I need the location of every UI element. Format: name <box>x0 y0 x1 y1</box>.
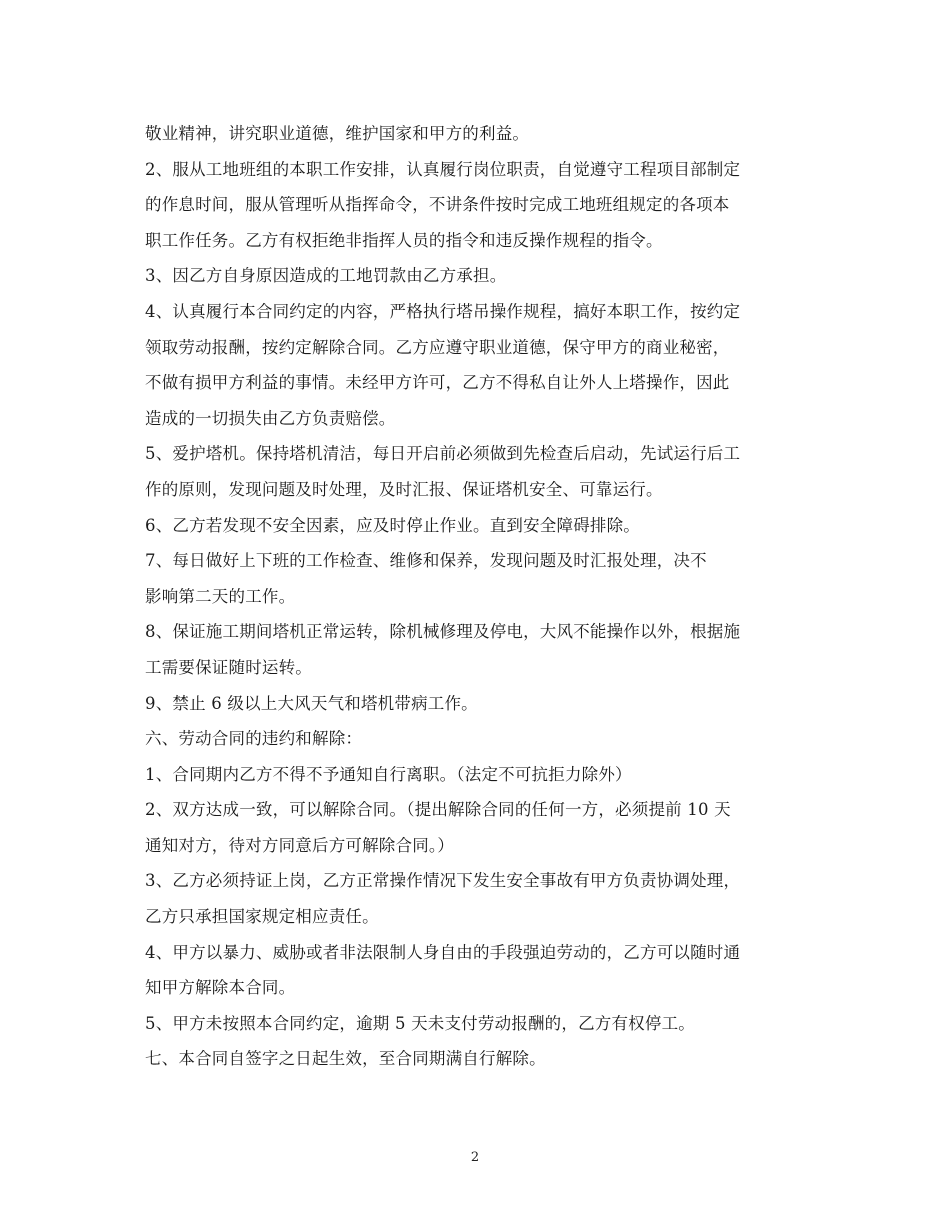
text-line: 领取劳动报酬，按约定解除合同。乙方应遵守职业道德，保守甲方的商业秘密， <box>145 337 730 357</box>
text-line: 乙方只承担国家规定相应责任。 <box>145 907 379 927</box>
text-line: 2、服从工地班组的本职工作安排，认真履行岗位职责，自觉遵守工程项目部制定 <box>145 159 741 179</box>
text-line: 工需要保证随时运转。 <box>145 657 312 677</box>
document-body <box>145 116 815 1077</box>
paragraph <box>145 935 815 1006</box>
paragraph <box>145 792 815 863</box>
text-line: 5、爱护塔机。保持塔机清洁，每日开启前必须做到先检查后启动，先试运行后工 <box>145 444 741 464</box>
text-line: 6、乙方若发现不安全因素，应及时停止作业。直到安全障碍排除。 <box>145 515 640 535</box>
paragraph <box>145 508 815 544</box>
text-line: 知甲方解除本合同。 <box>145 978 296 998</box>
text-line: 5、甲方未按照本合同约定，逾期 5 天未支付劳动报酬的，乙方有权停工。 <box>145 1013 695 1033</box>
paragraph <box>145 436 815 507</box>
text-line: 造成的一切损失由乙方负责赔偿。 <box>145 408 396 428</box>
text-line: 8、保证施工期间塔机正常运转，除机械修理及停电，大风不能操作以外，根据施 <box>145 622 741 642</box>
page-number: 2 <box>470 1150 480 1165</box>
text-line: 作的原则，发现问题及时处理，及时汇报、保证塔机安全、可靠运行。 <box>145 479 663 499</box>
text-line: 不做有损甲方利益的事情。未经甲方许可，乙方不得私自让外人上塔操作，因此 <box>145 373 730 393</box>
text-line: 7、每日做好上下班的工作检查、维修和保养，发现问题及时汇报处理，决不 <box>145 551 707 571</box>
paragraph <box>145 721 815 757</box>
text-line: 的作息时间，服从管理听从指挥命令，不讲条件按时完成工地班组规定的各项本 <box>145 195 730 215</box>
text-line: 七、本合同自签字之日起生效，至合同期满自行解除。 <box>145 1049 546 1069</box>
paragraph <box>145 614 815 685</box>
text-line: 2、双方达成一致，可以解除合同。（提出解除合同的任何一方，必须提前 10 天 <box>145 800 731 820</box>
paragraph <box>145 258 815 294</box>
text-line: 9、禁止 6 级以上大风天气和塔机带病工作。 <box>145 693 478 713</box>
paragraph <box>145 116 815 152</box>
text-line: 通知对方，待对方同意后方可解除合同。） <box>145 835 455 855</box>
text-line: 敬业精神，讲究职业道德，维护国家和甲方的利益。 <box>145 124 530 143</box>
text-line: 4、认真履行本合同约定的内容，严格执行塔吊操作规程，搞好本职工作，按约定 <box>145 301 741 321</box>
paragraph <box>145 1006 815 1042</box>
paragraph <box>145 757 815 793</box>
paragraph <box>145 1041 815 1077</box>
text-line: 3、因乙方自身原因造成的工地罚款由乙方承担。 <box>145 266 507 286</box>
text-line: 六、劳动合同的违约和解除： <box>145 729 363 749</box>
paragraph <box>145 543 815 614</box>
text-line: 4、甲方以暴力、威胁或者非法限制人身自由的手段强迫劳动的，乙方可以随时通 <box>145 942 741 962</box>
text-line: 职工作任务。乙方有权拒绝非指挥人员的指令和违反操作规程的指令。 <box>145 230 663 250</box>
text-line: 3、乙方必须持证上岗，乙方正常操作情况下发生安全事故有甲方负责协调处理， <box>145 871 741 891</box>
text-line: 1、合同期内乙方不得不予通知自行离职。（法定不可抗拒力除外） <box>145 764 632 784</box>
paragraph <box>145 863 815 934</box>
paragraph <box>145 686 815 722</box>
text-line: 影响第二天的工作。 <box>145 586 296 606</box>
paragraph <box>145 152 815 259</box>
paragraph <box>145 294 815 436</box>
